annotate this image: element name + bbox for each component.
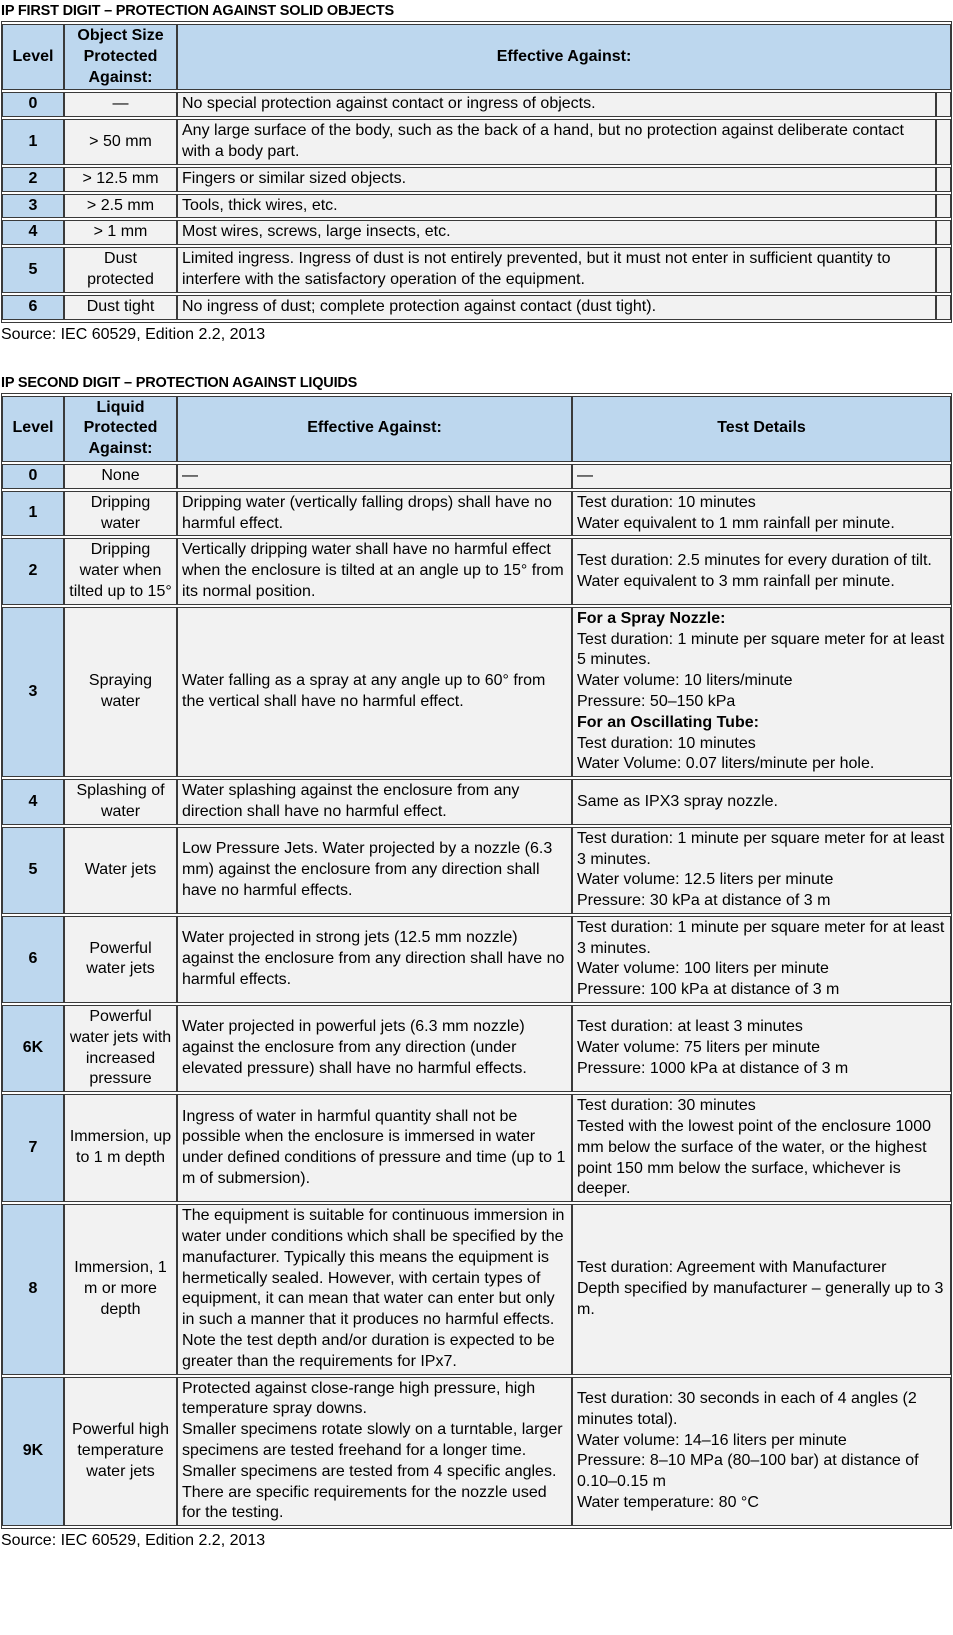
- category-cell: Immersion, up to 1 m depth: [64, 1094, 177, 1202]
- table1-title: IP FIRST DIGIT – PROTECTION AGAINST SOLID OBJECTS: [1, 3, 395, 19]
- category-cell: > 50 mm: [64, 119, 177, 165]
- category-cell: None: [64, 464, 177, 489]
- table-row: [2, 194, 951, 219]
- test-details-cell: [572, 1204, 951, 1374]
- effective-cell: Low Pressure Jets. Water projected by a nozzle (6.3 mm) against the enclosure from any direction shall have no harmful effects.: [177, 827, 572, 914]
- table-row: [2, 827, 951, 914]
- effective-cell: Water projected in powerful jets (6.3 mm nozzle) against the enclosure from any direction (under elevated pressure) shall have no harmful effects.: [177, 1005, 572, 1092]
- table-row: [2, 1005, 951, 1092]
- text-line: Depth specified by manufacturer – generally up to 3 m.: [577, 1280, 944, 1318]
- effective-cell: Fingers or similar sized objects.: [177, 167, 936, 192]
- level-cell: 0: [2, 92, 64, 117]
- category-cell: > 1 mm: [64, 220, 177, 245]
- spacer-cell: [936, 92, 951, 117]
- category-cell: Dust tight: [64, 295, 177, 320]
- text-line: Test duration: 10 minutes: [577, 734, 756, 752]
- level-cell: 6K: [2, 1005, 64, 1092]
- text-line: Pressure: 30 kPa at distance of 3 m: [577, 892, 831, 910]
- spacer-cell: [936, 194, 951, 219]
- text-line: Pressure: 50–150 kPa: [577, 692, 736, 710]
- level-cell: 5: [2, 247, 64, 293]
- table1-header-object-size: Object Size Protected Against:: [64, 24, 177, 90]
- category-cell: Water jets: [64, 827, 177, 914]
- level-cell: 2: [2, 538, 64, 604]
- text-line: Pressure: 100 kPa at distance of 3 m: [577, 981, 840, 999]
- ip-second-digit-table: [1, 393, 952, 1530]
- text-line: Test duration: 30 minutes: [577, 1097, 756, 1115]
- level-cell: 2: [2, 167, 64, 192]
- text-line: Water volume: 75 liters per minute: [577, 1039, 821, 1057]
- table2-header-row: [2, 396, 951, 462]
- table1-source: Source: IEC 60529, Edition 2.2, 2013: [1, 325, 266, 343]
- table-row: [2, 491, 951, 537]
- level-cell: 6: [2, 916, 64, 1003]
- effective-cell: Tools, thick wires, etc.: [177, 194, 936, 219]
- table2-source: Source: IEC 60529, Edition 2.2, 2013: [1, 1532, 266, 1550]
- table-row: [2, 916, 951, 1003]
- category-cell: > 12.5 mm: [64, 167, 177, 192]
- table-row: [2, 167, 951, 192]
- table1-header-row: [2, 24, 951, 90]
- ip-first-digit-table: [1, 21, 952, 323]
- level-cell: 7: [2, 1094, 64, 1202]
- table-row: [2, 538, 951, 604]
- text-line: Test duration: 30 seconds in each of 4 angles (2 minutes total).: [577, 1390, 917, 1428]
- level-cell: 4: [2, 220, 64, 245]
- category-cell: Powerful water jets with increased pressure: [64, 1005, 177, 1092]
- table2-header-effective: Effective Against:: [177, 396, 572, 462]
- text-line: Test duration: 1 minute per square meter for at least 5 minutes.: [577, 630, 945, 669]
- table-row: [2, 119, 951, 165]
- category-cell: Powerful water jets: [64, 916, 177, 1003]
- test-details-cell: [572, 827, 951, 914]
- text-line: Test duration: 1 minute per square meter for at least 3 minutes.: [577, 918, 945, 957]
- text-line: Test duration: Agreement with Manufacturer: [577, 1259, 887, 1277]
- test-details-cell: [572, 1377, 951, 1527]
- text-line: Test duration: 10 minutes: [577, 493, 756, 511]
- effective-cell: Ingress of water in harmful quantity shall not be possible when the enclosure is immersed in water under defined conditions of pressure and time (up to 1 m of submersion).: [177, 1094, 572, 1202]
- level-cell: 3: [2, 607, 64, 777]
- table-row: [2, 295, 951, 320]
- level-cell: 5: [2, 827, 64, 914]
- test-details-cell: Same as IPX3 spray nozzle.: [572, 779, 951, 825]
- effective-cell: Limited ingress. Ingress of dust is not entirely prevented, but it must not enter in sufficient quantity to interfere with the satisfactory operation of the equipment.: [177, 247, 936, 293]
- table-row: [2, 464, 951, 489]
- effective-cell: No ingress of dust; complete protection against contact (dust tight).: [177, 295, 936, 320]
- text-line: For an Oscillating Tube:: [577, 713, 759, 731]
- spacer-cell: [936, 167, 951, 192]
- text-line: Water volume: 100 liters per minute: [577, 960, 829, 978]
- effective-cell: Water falling as a spray at any angle up to 60° from the vertical shall have no harmful effect.: [177, 607, 572, 777]
- test-details-cell: [572, 916, 951, 1003]
- effective-cell: Any large surface of the body, such as the back of a hand, but no protection against deliberate contact with a body part.: [177, 119, 936, 165]
- effective-cell: Water splashing against the enclosure from any direction shall have no harmful effect.: [177, 779, 572, 825]
- text-line: For a Spray Nozzle:: [577, 609, 726, 627]
- spacer-cell: [936, 220, 951, 245]
- category-cell: > 2.5 mm: [64, 194, 177, 219]
- level-cell: 3: [2, 194, 64, 219]
- table-row: [2, 92, 951, 117]
- text-line: Water equivalent to 1 mm rainfall per minute.: [577, 514, 895, 532]
- level-cell: 1: [2, 491, 64, 537]
- table2-header-level: Level: [2, 396, 64, 462]
- text-line: Water volume: 12.5 liters per minute: [577, 871, 834, 889]
- effective-cell: Water projected in strong jets (12.5 mm nozzle) against the enclosure from any direction shall have no harmful effects.: [177, 916, 572, 1003]
- table1-header-effective: Effective Against:: [177, 24, 951, 90]
- effective-cell: Most wires, screws, large insects, etc.: [177, 220, 936, 245]
- table2-title: IP SECOND DIGIT – PROTECTION AGAINST LIQUIDS: [1, 374, 358, 391]
- table-row: [2, 779, 951, 825]
- text-line: Test duration: 2.5 minutes for every duration of tilt.: [577, 551, 932, 569]
- text-line: Water Volume: 0.07 liters/minute per hole.: [577, 755, 875, 773]
- text-line: Water temperature: 80 °C: [577, 1494, 759, 1511]
- text-line: Water equivalent to 3 mm rainfall per minute.: [577, 572, 895, 590]
- category-cell: Splashing of water: [64, 779, 177, 825]
- level-cell: 1: [2, 119, 64, 165]
- spacer-cell: [936, 247, 951, 293]
- category-cell: Dust protected: [64, 247, 177, 293]
- level-cell: 9K: [2, 1377, 64, 1527]
- test-details-cell: [572, 491, 951, 537]
- table2-header-liquid: Liquid Protected Against:: [64, 396, 177, 462]
- text-line: Pressure: 1000 kPa at distance of 3 m: [577, 1060, 849, 1078]
- spacer-cell: [936, 295, 951, 320]
- category-cell: Dripping water when tilted up to 15°: [64, 538, 177, 604]
- table-row: [2, 607, 951, 777]
- table-row: [2, 247, 951, 293]
- spacer-cell: [936, 119, 951, 165]
- test-details-cell: [572, 538, 951, 604]
- effective-cell: The equipment is suitable for continuous immersion in water under conditions which shall be specified by the manufacturer. Typically this means the equipment is hermetically sealed. However, with certain types of equipment, it can mean that water can enter but only in such a manner that it produces no harmful effects. Note the test depth and/or duration is expected to be greater than the requirements for IPx7.: [177, 1204, 572, 1374]
- text-line: Test duration: 1 minute per square meter for at least 3 minutes.: [577, 829, 945, 868]
- test-details-cell: [572, 607, 951, 777]
- table-row: [2, 220, 951, 245]
- category-cell: —: [64, 92, 177, 117]
- level-cell: 4: [2, 779, 64, 825]
- text-line: Pressure: 8–10 MPa (80–100 bar) at distance of 0.10–0.15 m: [577, 1452, 919, 1491]
- category-cell: Dripping water: [64, 491, 177, 537]
- effective-cell: Vertically dripping water shall have no harmful effect when the enclosure is tilted at an angle up to 15° from its normal position.: [177, 538, 572, 604]
- test-details-cell: —: [572, 464, 951, 489]
- level-cell: 8: [2, 1204, 64, 1374]
- text-line: Test duration: at least 3 minutes: [577, 1018, 803, 1036]
- table1-header-level: Level: [2, 24, 64, 90]
- effective-cell: —: [177, 464, 572, 489]
- test-details-cell: [572, 1094, 951, 1202]
- text-line: Tested with the lowest point of the enclosure 1000 mm below the surface of the water, or the highest point 150 mm below the surface, whichever is deeper.: [577, 1118, 931, 1198]
- table-row: [2, 1094, 951, 1202]
- category-cell: Immersion, 1 m or more depth: [64, 1204, 177, 1374]
- table2-header-test-details: Test Details: [572, 396, 951, 462]
- level-cell: 0: [2, 464, 64, 489]
- text-line: Smaller specimens rotate slowly on a turntable, larger specimens are tested freehand for a longer time. Smaller specimens are tested from 4 specific angles. There are specific requirements for the nozzle used for the testing.: [182, 1421, 563, 1522]
- effective-cell: Dripping water (vertically falling drops) shall have no harmful effect.: [177, 491, 572, 537]
- effective-cell: No special protection against contact or ingress of objects.: [177, 92, 936, 117]
- ip-rating-document: [0, 3, 953, 1550]
- text-line: Water volume: 14–16 liters per minute: [577, 1431, 847, 1449]
- table-row: [2, 1204, 951, 1374]
- level-cell: 6: [2, 295, 64, 320]
- test-details-cell: [572, 1005, 951, 1092]
- table-row: [2, 1377, 951, 1527]
- effective-cell: [177, 1377, 572, 1527]
- text-line: Protected against close-range high pressure, high temperature spray downs.: [182, 1379, 536, 1418]
- text-line: Water volume: 10 liters/minute: [577, 672, 793, 690]
- category-cell: Spraying water: [64, 607, 177, 777]
- category-cell: Powerful high temperature water jets: [64, 1377, 177, 1527]
